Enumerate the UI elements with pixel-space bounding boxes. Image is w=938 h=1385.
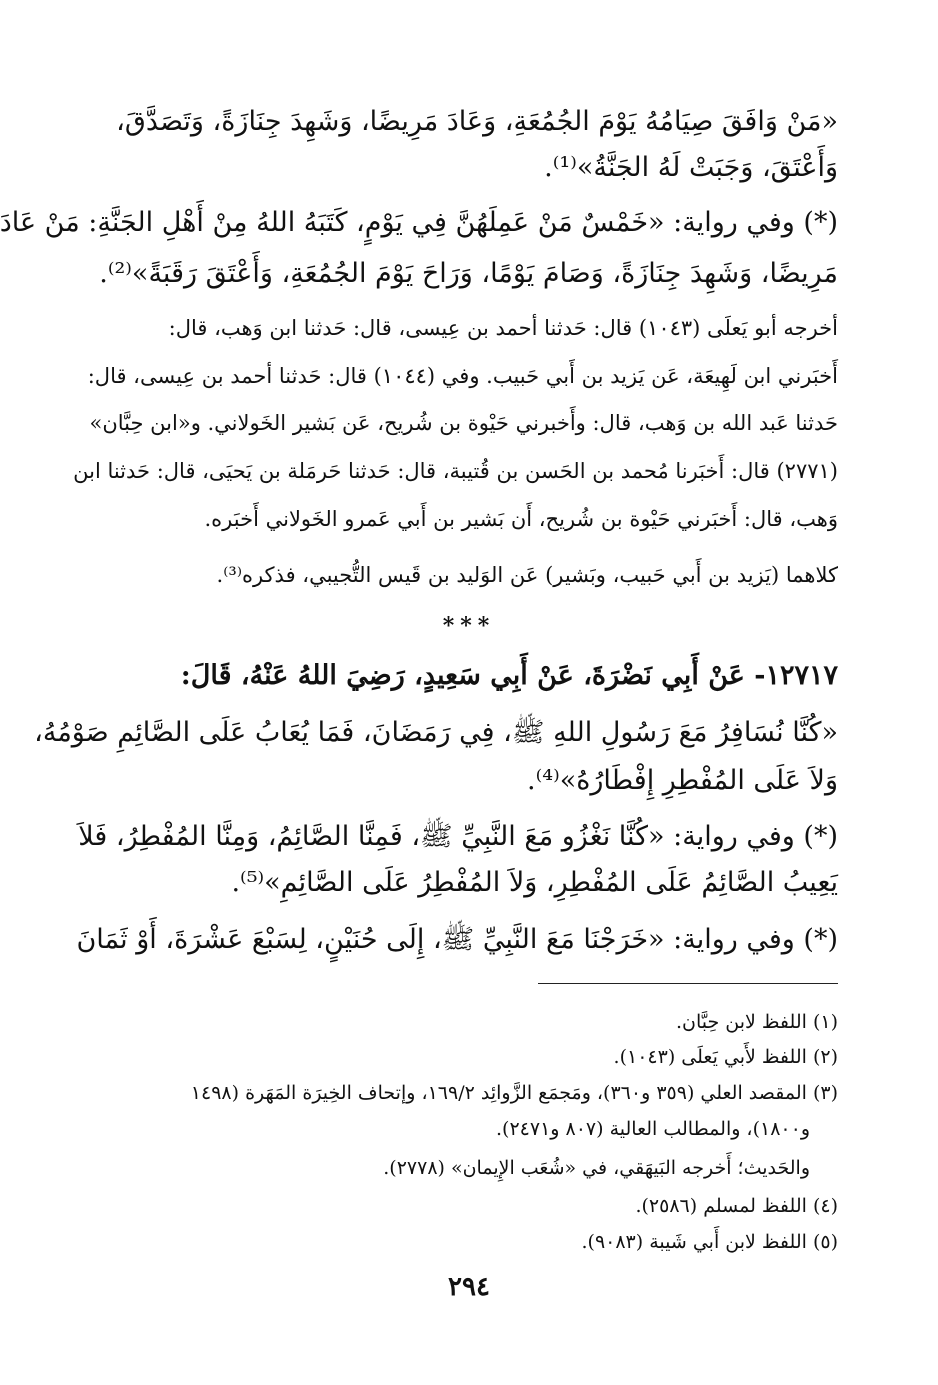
hadith-text-line: «مَنْ وَافَقَ صِيَامُهُ يَوْمَ الجُمُعَةِ، وَعَادَ مَرِيضًا، وَشَهِدَ جِنَازَةً، وَتَصَدَّقَ،: [116, 106, 838, 137]
isnad-line: أخرجه أبو يَعلَى (١٠٤٣) قال: حَدثنا أحمد بن عِيسى، قال: حَدثنا ابن وَهب، قال:: [168, 316, 838, 340]
page-number: ٢٩٤: [448, 1272, 490, 1302]
footnote: والحَديث؛ أَخرجه البَيهَقي، في «شُعَب الإِيمان» (٢٧٧٨).: [383, 1157, 810, 1179]
isnad-summary: كلاهما (يَزيد بن أَبي حَبيب، وبَشير) عَن الوَليد بن قَيس التُّجيبي، فذكره⁽³⁾.: [216, 563, 838, 587]
footnote: (٤) اللفظ لمسلم (٢٥٨٦).: [635, 1195, 838, 1217]
riwaya-text-line: مَرِيضًا، وَشَهِدَ جِنَازَةً، وَصَامَ يَوْمًا، وَرَاحَ يَوْمَ الجُمُعَةِ، وَأَعْتَقَ رَقَبَةً»⁽²⁾.: [99, 258, 838, 289]
riwaya-text-line: (*) وفي رواية: «خَرَجْنَا مَعَ النَّبِيِّ ﷺ، إِلَى حُنَيْنٍ، لِسَبْعَ عَشْرَةَ، أَوْ ثَمَانَ: [76, 924, 838, 955]
riwaya-text-line: (*) وفي رواية: «كُنَّا نَغْزُو مَعَ النَّبِيِّ ﷺ، فَمِنَّا الصَّائِمُ، وَمِنَّا المُفْطِرُ، فَلاَ: [78, 821, 838, 852]
hadith-text-line: «كُنَّا نُسَافِرُ مَعَ رَسُولِ اللهِ ﷺ، فِي رَمَضَانَ، فَمَا يُعَابُ عَلَى الصَّائِمِ صَوْمُهُ،: [34, 717, 838, 748]
footnote: و١٨٠٠)، والمطالب العالية (٨٠٧ و٢٤٧١).: [496, 1118, 810, 1140]
footnote: (١) اللفظ لابن حِبَّان.: [675, 1011, 838, 1033]
riwaya-text-line: (*) وفي رواية: «خَمْسٌ مَنْ عَمِلَهُنَّ فِي يَوْمٍ، كَتَبَهُ اللهُ مِنْ أَهْلِ الجَنَّةِ: مَنْ عَادَ: [0, 207, 838, 238]
isnad-line: حَدثنا عَبد الله بن وَهب، قال: وأَخبرني حَيْوة بن شُريح، عَن بَشير الخَولاني. و«ابن حِبَّان»: [89, 411, 838, 435]
footnote: (٥) اللفظ لابن أَبي شَيبة (٩٠٨٣).: [581, 1231, 838, 1253]
footnote-divider: [538, 983, 838, 984]
section-separator: ***: [442, 613, 496, 639]
riwaya-text-line: يَعِيبُ الصَّائِمُ عَلَى المُفْطِرِ، وَلاَ المُفْطِرُ عَلَى الصَّائِمِ»⁽⁵⁾.: [231, 867, 838, 898]
footnote: (٣) المقصد العلي (٣٥٩ و٣٦٠)، ومَجمَع الزَّوائِد ١٦٩/٢، وإتحاف الخِيرَة المَهَرة (١٤٩٨: [190, 1082, 838, 1104]
hadith-heading: ١٢٧١٧- عَنْ أَبِي نَضْرَةَ، عَنْ أَبِي سَعِيدٍ، رَضِيَ اللهُ عَنْهُ، قَالَ:: [180, 660, 838, 691]
isnad-line: وَهب، قال: أَخبَرني حَيْوة بن شُريح، أَن بَشير بن أَبي عَمرو الخَولاني أَخبَره.: [204, 507, 838, 531]
isnad-line: أَخبَرني ابن لَهِيعَة، عَن يَزيد بن أَبي حَبيب. وفي (١٠٤٤) قال: حَدثنا أحمد بن عِيسى، قال:: [87, 364, 838, 388]
hadith-text-line: وَلاَ عَلَى المُفْطِرِ إِفْطَارُهُ»⁽⁴⁾.: [527, 765, 838, 796]
isnad-line: (٢٧٧١) قال: أَخبَرنا مُحمد بن الحَسن بن قُتيبة، قال: حَدثنا حَرمَلة بن يَحيَى، قال: حَدثنا ابن: [73, 459, 838, 483]
footnote: (٢) اللفظ لأَبي يَعلَى (١٠٤٣).: [613, 1046, 838, 1068]
hadith-text-line: وَأَعْتَقَ، وَجَبَتْ لَهُ الجَنَّةُ»⁽¹⁾.: [544, 152, 838, 183]
